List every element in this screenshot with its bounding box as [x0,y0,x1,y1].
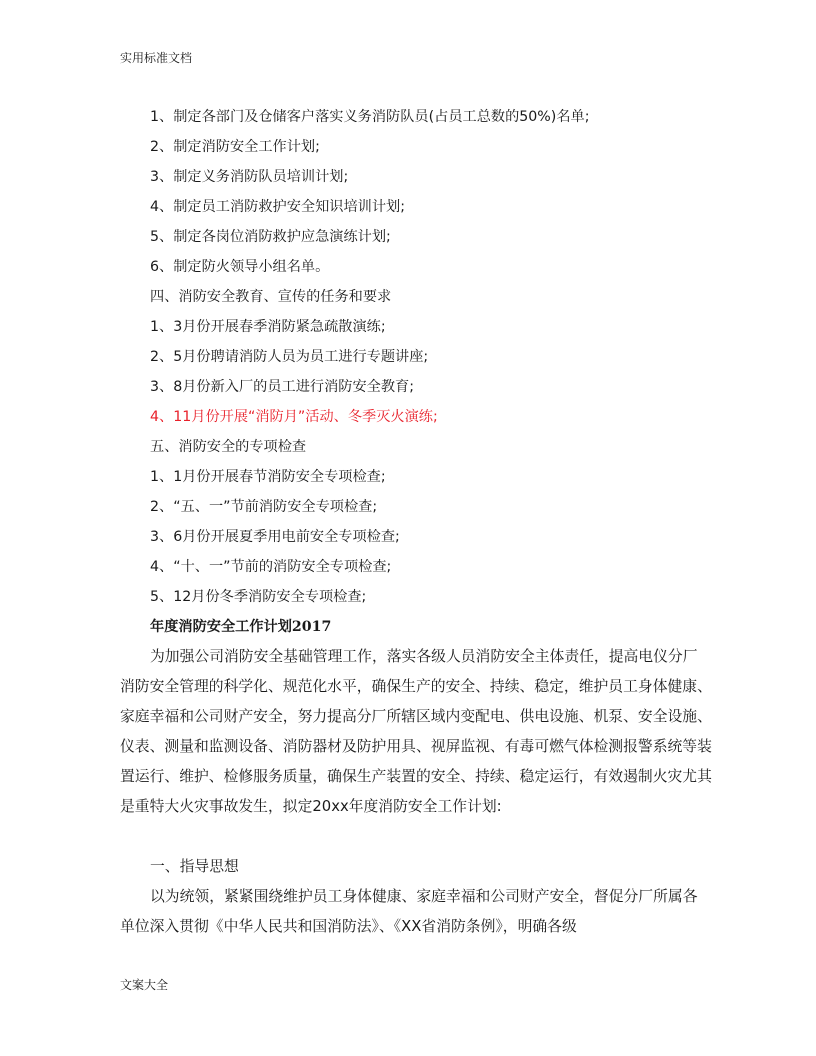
list-item: 4、制定员工消防救护安全知识培训计划; [150,199,405,215]
list-item: 5、12月份冬季消防安全专项检查; [150,589,367,605]
document-list [150,102,750,642]
list-item: 2、5月份聘请消防人员为员工进行专题讲座; [150,349,429,365]
document-title: 年度消防安全工作计划2017 [150,619,332,635]
guiding-paragraph: 以为统领，紧紧围绕维护员工身体健康、家庭幸福和公司财产安全，督促分厂所属各单位深入贯彻《中华人民共和国消防法》、《XX省消防条例》，明确各级 [120,888,698,935]
page-footer: 文案大全 [120,978,169,992]
list-item: 2、“五、一”节前消防安全专项检查; [150,499,378,515]
section-heading-guiding: 一、指导思想 [150,858,239,875]
list-item: 5、制定各岗位消防救护应急演练计划; [150,229,391,245]
list-item: 6、制定防火领导小组名单。 [150,259,330,275]
list-item: 4、“十、一”节前的消防安全专项检查; [150,559,392,575]
intro-paragraph: 为加强公司消防安全基础管理工作，落实各级人员消防安全主体责任，提高电仪分厂消防安全管理的科学化、规范化水平，确保生产的安全、持续、稳定，维护员工身体健康、家庭幸福和公司财产安全，努力提高分厂所辖区域内变配电、供电设施、机泵、安全设施、仪表、测量和监测设备、消防器材及防护用具、视屏监视、有毒可燃气体检测报警系统等装置运行、维护、检修服务质量，确保生产装置的安全、持续、稳定运行，有效遏制火灾尤其是重特大火灾事故发生，拟定20xx年度消防安全工作计划: [120,648,712,815]
list-item: 3、制定义务消防队员培训计划; [150,169,349,185]
page-header: 实用标准文档 [120,51,193,65]
section-heading-4: 四、消防安全教育、宣传的任务和要求 [150,289,392,305]
list-item: 3、8月份新入厂的员工进行消防安全教育; [150,379,415,395]
list-item: 1、1月份开展春节消防安全专项检查; [150,469,386,485]
list-item: 3、6月份开展夏季用电前安全专项检查; [150,529,400,545]
list-item: 2、制定消防安全工作计划; [150,139,320,155]
list-item: 1、3月份开展春季消防紧急疏散演练; [150,319,386,335]
list-item: 1、制定各部门及仓储客户落实义务消防队员(占员工总数的50%)名单; [150,109,590,125]
list-item-highlighted: 4、11月份开展“消防月”活动、冬季灭火演练; [150,409,438,425]
section-heading-5: 五、消防安全的专项检查 [150,439,307,455]
